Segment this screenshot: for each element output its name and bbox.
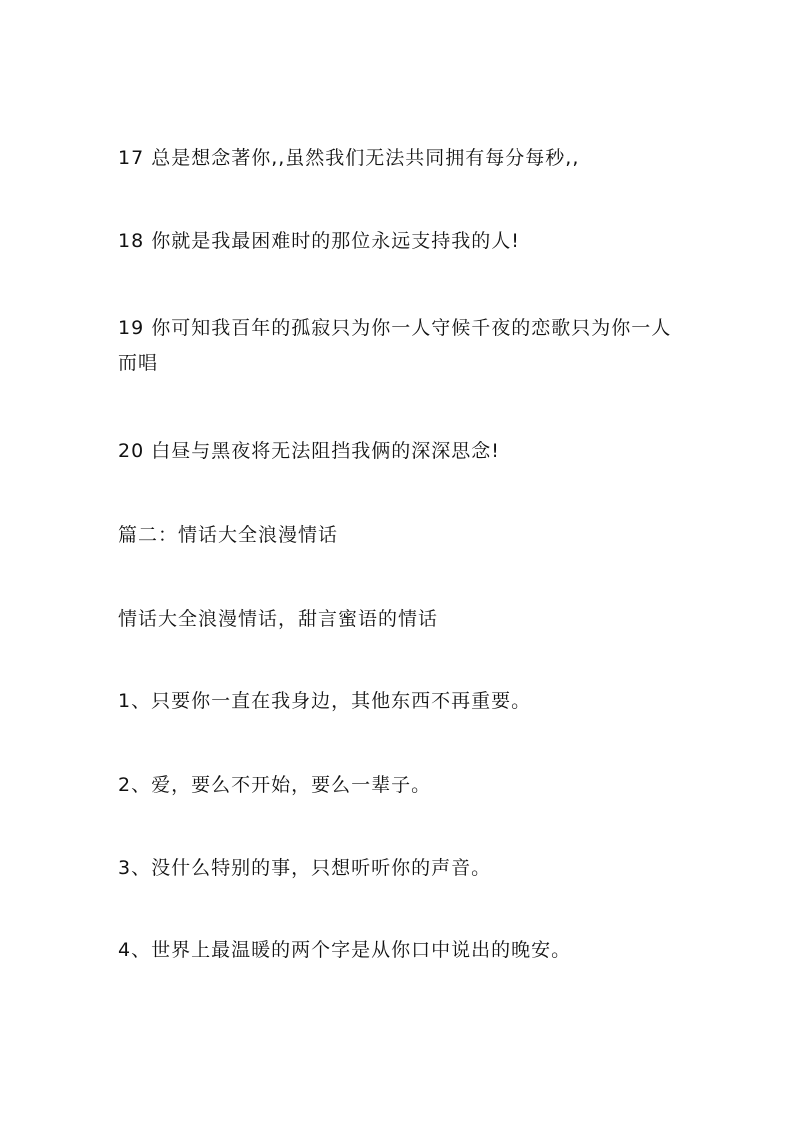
- paragraph-19: 19 你可知我百年的孤寂只为你一人守候千夜的恋歌只为你一人而唱: [118, 317, 672, 374]
- list-item-3: 3、没什么特别的事，只想听听你的声音。: [118, 857, 492, 879]
- paragraph-18: 18 你就是我最困难时的那位永远支持我的人!: [118, 230, 520, 252]
- list-item-4: 4、世界上最温暖的两个字是从你口中说出的晚安。: [118, 939, 572, 961]
- list-item-2: 2、爱，要么不开始，要么一辈子。: [118, 774, 432, 796]
- paragraph-17: 17 总是想念著你,,虽然我们无法共同拥有每分每秒,,: [118, 147, 580, 169]
- section-subtitle: 情话大全浪漫情话，甜言蜜语的情话: [118, 608, 439, 630]
- list-item-1: 1、只要你一直在我身边，其他东西不再重要。: [118, 690, 532, 712]
- paragraph-20: 20 白昼与黑夜将无法阻挡我俩的深深思念!: [118, 440, 500, 462]
- section-heading: 篇二：情话大全浪漫情话: [118, 524, 339, 546]
